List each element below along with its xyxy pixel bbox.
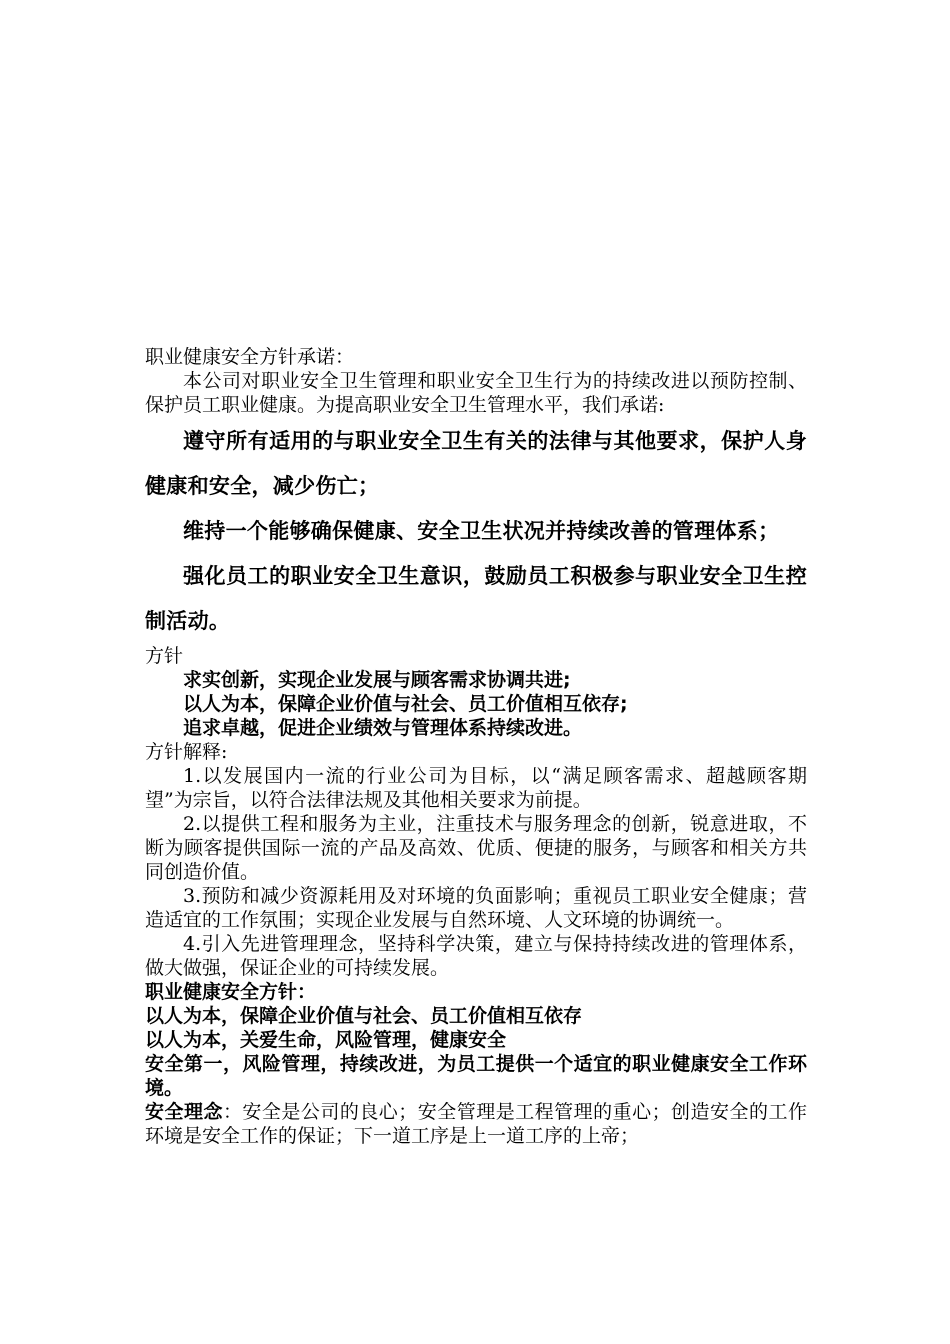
safety-concept-label: 安全理念 (145, 1101, 223, 1123)
commitment-heading: 职业健康安全方针承诺： (145, 346, 355, 368)
commitment-item-3: 强化员工的职业安全卫生意识，鼓励员工积极参与职业安全卫生控制活动。 (145, 564, 807, 633)
document-page (145, 345, 807, 1148)
commitment-item-1: 遵守所有适用的与职业安全卫生有关的法律与其他要求，保护人身健康和安全，减少伤亡； (145, 429, 807, 498)
policy-heading: 方针 (145, 645, 184, 667)
commitment-item-2: 维持一个能够确保健康、安全卫生状况并持续改善的管理体系； (183, 519, 780, 543)
explanation-item-1: 1.以发展国内一流的行业公司为目标，以“满足顾客需求、超越顾客期望”为宗旨，以符合法律法规及其他相关要求为前提。 (145, 765, 807, 811)
explanation-heading: 方针解释: (145, 741, 228, 763)
explanation-item-3: 3.预防和减少资源耗用及对环境的负面影响；重视员工职业安全健康；营造适宜的工作氛围；实现企业发展与自然环境、人文环境的协调统一。 (145, 885, 807, 931)
ohs-policy-line-1: 以人为本，保障企业价值与社会、员工价值相互依存 (145, 1005, 583, 1027)
commitment-intro: 本公司对职业安全卫生管理和职业安全卫生行为的持续改进以预防控制、保护员工职业健康。为提高职业安全卫生管理水平，我们承诺: (145, 370, 807, 416)
safety-concept-colon: ： (222, 1101, 243, 1123)
explanation-item-2: 2.以提供工程和服务为主业，注重技术与服务理念的创新，锐意进取，不断为顾客提供国际一流的产品及高效、优质、便捷的服务，与顾客和相关方共同创造价值。 (145, 813, 807, 883)
explanation-item-4: 4.引入先进管理理念，坚持科学决策，建立与保持持续改进的管理体系，做大做强，保证企业的可持续发展。 (145, 933, 807, 979)
policy-line-2: 以人为本，保障企业价值与社会、员工价值相互依存; (183, 693, 628, 715)
ohs-policy-heading: 职业健康安全方针： (145, 981, 317, 1003)
policy-line-1: 求实创新，实现企业发展与顾客需求协调共进; (183, 669, 571, 691)
safety-concept-text: 安全是公司的良心；安全管理是工程管理的重心；创造安全的工作环境是安全工作的保证；下一道工序是上一道工序的上帝； (145, 1101, 807, 1147)
ohs-policy-line-2: 以人为本，关爱生命，风险管理，健康安全 (145, 1029, 507, 1051)
ohs-policy-line-3: 安全第一，风险管理，持续改进，为员工提供一个适宜的职业健康安全工作环境。 (145, 1053, 807, 1099)
safety-concept (145, 1100, 807, 1148)
policy-line-3: 追求卓越，促进企业绩效与管理体系持续改进。 (183, 717, 583, 739)
